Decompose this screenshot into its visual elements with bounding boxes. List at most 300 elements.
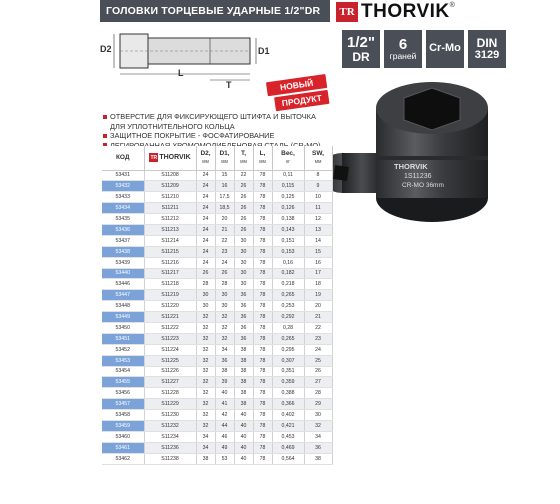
table-header-row (102, 146, 332, 170)
cell-weight: 0,295 (272, 344, 304, 355)
cell-d1: 30 (215, 301, 234, 312)
cell-article: S11236 (144, 442, 196, 453)
cell-d2: 24 (196, 224, 215, 235)
cell-d1: 53 (215, 453, 234, 464)
cell-weight: 0,143 (272, 224, 304, 235)
cell-sw: 11 (304, 203, 332, 214)
spec-badges (342, 30, 506, 68)
cell-sw: 36 (304, 442, 332, 453)
cell-d2: 38 (196, 453, 215, 464)
cell-weight: 0,28 (272, 322, 304, 333)
cell-d2: 30 (196, 301, 215, 312)
cell-d2: 24 (196, 170, 215, 181)
cell-l: 78 (253, 181, 272, 192)
cell-t: 36 (234, 290, 253, 301)
cell-code: 53453 (102, 355, 144, 366)
cell-d2: 24 (196, 257, 215, 268)
header-unit: мм (221, 158, 228, 165)
badge-big: DIN (476, 35, 498, 50)
cell-d1: 23 (215, 246, 234, 257)
header-unit: мм (259, 158, 266, 165)
header-label: T, (240, 149, 247, 157)
cell-code: 53462 (102, 453, 144, 464)
cell-t: 40 (234, 431, 253, 442)
table-row (102, 290, 332, 301)
cell-t: 30 (234, 268, 253, 279)
cell-t: 26 (234, 214, 253, 225)
header-label: SW, (312, 149, 324, 157)
cell-article: S11234 (144, 431, 196, 442)
cell-d1: 24 (215, 257, 234, 268)
cell-l: 78 (253, 268, 272, 279)
cell-d2: 30 (196, 290, 215, 301)
stamp-line-2: ПРОДУКТ (274, 90, 329, 111)
socket-diagram (100, 24, 270, 95)
brand-mark-icon: TR (336, 2, 358, 22)
cell-sw: 16 (304, 257, 332, 268)
cell-d1: 42 (215, 410, 234, 421)
cell-sw: 9 (304, 181, 332, 192)
cell-d2: 32 (196, 355, 215, 366)
header-label: L, (259, 149, 266, 157)
cell-d2: 32 (196, 366, 215, 377)
header-label: Вес, (281, 149, 295, 157)
badge-big: 1/2" (347, 33, 375, 51)
cell-code: 53433 (102, 192, 144, 203)
cell-sw: 17 (304, 268, 332, 279)
table-row (102, 214, 332, 225)
cell-l: 78 (253, 453, 272, 464)
cell-code: 53447 (102, 290, 144, 301)
cell-code: 53459 (102, 420, 144, 431)
cell-article: S11208 (144, 170, 196, 181)
cell-article: S11220 (144, 301, 196, 312)
cell-t: 40 (234, 453, 253, 464)
table-row (102, 312, 332, 323)
cell-weight: 0,218 (272, 279, 304, 290)
cell-l: 78 (253, 301, 272, 312)
cell-sw: 27 (304, 377, 332, 388)
header-d1 (215, 146, 234, 170)
cell-d2: 32 (196, 377, 215, 388)
cell-weight: 0,16 (272, 257, 304, 268)
table-row (102, 301, 332, 312)
cell-l: 78 (253, 377, 272, 388)
cell-article: S11223 (144, 333, 196, 344)
cell-sw: 22 (304, 322, 332, 333)
cell-article: S11218 (144, 279, 196, 290)
cell-d1: 32 (215, 312, 234, 323)
feature-item: ЗАЩИТНОЕ ПОКРЫТИЕ - ФОСФАТИРОВАНИЕ (103, 131, 333, 141)
cell-l: 78 (253, 214, 272, 225)
cell-d2: 32 (196, 410, 215, 421)
cell-code: 53458 (102, 410, 144, 421)
cell-d2: 32 (196, 322, 215, 333)
brand-mark-icon: TR (150, 154, 158, 161)
cell-d2: 32 (196, 333, 215, 344)
badge-drive-size (342, 30, 380, 68)
header-unit: кг (285, 158, 290, 165)
cell-sw: 34 (304, 431, 332, 442)
product-image (312, 78, 552, 233)
cell-d1: 22 (215, 235, 234, 246)
cell-l: 78 (253, 355, 272, 366)
feature-item: ОТВЕРСТИЕ ДЛЯ ФИКСИРУЮЩЕГО ШТИФТА И ВЫТОЧКА ДЛЯ УПЛОТНИТЕЛЬНОГО КОЛЬЦА (103, 112, 333, 131)
cell-t: 40 (234, 410, 253, 421)
cell-article: S11228 (144, 388, 196, 399)
cell-article: S11226 (144, 366, 196, 377)
table-row (102, 355, 332, 366)
cell-code: 53457 (102, 399, 144, 410)
table-row (102, 224, 332, 235)
cell-l: 78 (253, 344, 272, 355)
table-row (102, 399, 332, 410)
product-brand: THORVIK (394, 162, 428, 171)
table-row (102, 442, 332, 453)
table-row (102, 333, 332, 344)
cell-t: 38 (234, 344, 253, 355)
stamp-line-1: НОВЫЙ (266, 74, 327, 96)
cell-weight: 0,351 (272, 366, 304, 377)
cell-d1: 40 (215, 388, 234, 399)
cell-article: S11229 (144, 399, 196, 410)
cell-sw: 10 (304, 192, 332, 203)
cell-d1: 16 (215, 181, 234, 192)
product-material: CR-MO 36mm (402, 182, 444, 189)
cell-sw: 15 (304, 246, 332, 257)
cell-d1: 39 (215, 377, 234, 388)
cell-d2: 24 (196, 235, 215, 246)
cell-sw: 14 (304, 235, 332, 246)
cell-d1: 17,5 (215, 192, 234, 203)
cell-d1: 26 (215, 268, 234, 279)
cell-l: 78 (253, 170, 272, 181)
cell-article: S11232 (144, 420, 196, 431)
cell-code: 53431 (102, 170, 144, 181)
cell-d1: 32 (215, 322, 234, 333)
cell-weight: 0,125 (272, 192, 304, 203)
cell-t: 36 (234, 333, 253, 344)
cell-l: 78 (253, 203, 272, 214)
cell-t: 26 (234, 224, 253, 235)
cell-weight: 0,307 (272, 355, 304, 366)
cell-sw: 24 (304, 344, 332, 355)
cell-d1: 21 (215, 224, 234, 235)
cell-code: 53432 (102, 181, 144, 192)
cell-l: 78 (253, 420, 272, 431)
cell-weight: 0,453 (272, 431, 304, 442)
cell-t: 26 (234, 192, 253, 203)
cell-article: S11216 (144, 257, 196, 268)
cell-weight: 0,182 (272, 268, 304, 279)
cell-t: 38 (234, 399, 253, 410)
cell-code: 53454 (102, 366, 144, 377)
cell-d2: 28 (196, 279, 215, 290)
cell-code: 53461 (102, 442, 144, 453)
cell-weight: 0,115 (272, 181, 304, 192)
cell-article: S11209 (144, 181, 196, 192)
cell-code: 53449 (102, 312, 144, 323)
table-row (102, 279, 332, 290)
table-row (102, 453, 332, 464)
cell-d2: 24 (196, 214, 215, 225)
cell-d2: 34 (196, 442, 215, 453)
cell-weight: 0,126 (272, 203, 304, 214)
cell-weight: 0,138 (272, 214, 304, 225)
table-body (102, 170, 332, 464)
cell-d1: 49 (215, 442, 234, 453)
table-row (102, 246, 332, 257)
cell-code: 53435 (102, 214, 144, 225)
table-row (102, 268, 332, 279)
cell-l: 78 (253, 431, 272, 442)
cell-weight: 0,265 (272, 333, 304, 344)
cell-article: S11224 (144, 344, 196, 355)
cell-code: 53439 (102, 257, 144, 268)
cell-d2: 32 (196, 399, 215, 410)
cell-d1: 38 (215, 366, 234, 377)
cell-weight: 0,253 (272, 301, 304, 312)
header-unit: мм (240, 158, 247, 165)
cell-code: 53436 (102, 224, 144, 235)
cell-article: S11211 (144, 203, 196, 214)
cell-d2: 32 (196, 420, 215, 431)
badge-small: граней (389, 51, 417, 62)
cell-d1: 34 (215, 344, 234, 355)
cell-code: 53437 (102, 235, 144, 246)
cell-t: 36 (234, 322, 253, 333)
cell-t: 30 (234, 279, 253, 290)
spec-table (102, 146, 333, 465)
header-code (102, 146, 144, 170)
cell-article: S11225 (144, 355, 196, 366)
table-row (102, 366, 332, 377)
table-row (102, 410, 332, 421)
cell-t: 36 (234, 312, 253, 323)
cell-l: 78 (253, 257, 272, 268)
cell-t: 38 (234, 388, 253, 399)
cell-l: 78 (253, 235, 272, 246)
cell-sw: 12 (304, 214, 332, 225)
cell-t: 38 (234, 377, 253, 388)
cell-d2: 24 (196, 246, 215, 257)
registered-mark: ® (449, 2, 455, 9)
cell-l: 78 (253, 366, 272, 377)
cell-weight: 0,11 (272, 170, 304, 181)
header-l (253, 146, 272, 170)
cell-article: S11230 (144, 410, 196, 421)
cell-t: 36 (234, 301, 253, 312)
table-row (102, 322, 332, 333)
cell-l: 78 (253, 224, 272, 235)
cell-l: 78 (253, 388, 272, 399)
cell-d1: 44 (215, 420, 234, 431)
cell-weight: 0,564 (272, 453, 304, 464)
header-d2 (196, 146, 215, 170)
cell-t: 38 (234, 355, 253, 366)
header-label: D1, (219, 149, 230, 157)
header-t (234, 146, 253, 170)
cell-weight: 0,402 (272, 410, 304, 421)
table-row (102, 388, 332, 399)
cell-l: 78 (253, 279, 272, 290)
cell-code: 53460 (102, 431, 144, 442)
cell-d2: 34 (196, 431, 215, 442)
label-d1: D1 (258, 46, 270, 56)
cell-t: 38 (234, 366, 253, 377)
cell-article: S11217 (144, 268, 196, 279)
table-row (102, 431, 332, 442)
cell-t: 22 (234, 170, 253, 181)
socket-drawing-icon (100, 24, 265, 90)
cell-weight: 0,292 (272, 312, 304, 323)
cell-sw: 32 (304, 420, 332, 431)
table-row (102, 181, 332, 192)
brand-name: THORVIK (361, 1, 450, 22)
cell-sw: 20 (304, 301, 332, 312)
label-t: T (226, 80, 232, 90)
table-row (102, 203, 332, 214)
cell-d2: 32 (196, 312, 215, 323)
cell-article: S11219 (144, 290, 196, 301)
header-weight (272, 146, 304, 170)
cell-sw: 28 (304, 388, 332, 399)
cell-article: S11210 (144, 192, 196, 203)
cell-code: 53438 (102, 246, 144, 257)
product-code: 1S11236 (404, 173, 432, 180)
label-d2: D2 (100, 44, 112, 54)
cell-code: 53440 (102, 268, 144, 279)
cell-d1: 41 (215, 399, 234, 410)
table-row (102, 257, 332, 268)
cell-d1: 15 (215, 170, 234, 181)
cell-t: 30 (234, 235, 253, 246)
cell-sw: 29 (304, 399, 332, 410)
header-label: КОД (115, 153, 130, 161)
cell-l: 78 (253, 399, 272, 410)
header-unit: мм (314, 158, 322, 165)
cell-l: 78 (253, 312, 272, 323)
table-row (102, 170, 332, 181)
cell-sw: 30 (304, 410, 332, 421)
cell-d2: 32 (196, 388, 215, 399)
cell-l: 78 (253, 290, 272, 301)
cell-weight: 0,153 (272, 246, 304, 257)
cell-t: 26 (234, 203, 253, 214)
badge-big: 6 (398, 35, 408, 53)
cell-weight: 0,421 (272, 420, 304, 431)
brand-logo (336, 1, 455, 23)
cell-l: 78 (253, 333, 272, 344)
cell-sw: 38 (304, 453, 332, 464)
cell-sw: 26 (304, 366, 332, 377)
cell-d1: 30 (215, 290, 234, 301)
cell-l: 78 (253, 442, 272, 453)
cell-weight: 0,469 (272, 442, 304, 453)
table-row (102, 344, 332, 355)
cell-t: 40 (234, 442, 253, 453)
cell-code: 53450 (102, 322, 144, 333)
cell-code: 53456 (102, 388, 144, 399)
cell-sw: 23 (304, 333, 332, 344)
cell-t: 40 (234, 420, 253, 431)
cell-sw: 21 (304, 312, 332, 323)
cell-article: S11238 (144, 453, 196, 464)
cell-d2: 24 (196, 192, 215, 203)
badge-faces (384, 30, 422, 68)
cell-sw: 8 (304, 170, 332, 181)
cell-code: 53446 (102, 279, 144, 290)
table-row (102, 192, 332, 203)
table-row (102, 420, 332, 431)
socket-product-icon (312, 78, 552, 228)
header-sw (304, 146, 332, 170)
cell-d1: 28 (215, 279, 234, 290)
cell-t: 30 (234, 257, 253, 268)
cell-code: 53448 (102, 301, 144, 312)
cell-code: 53451 (102, 333, 144, 344)
cell-weight: 0,388 (272, 388, 304, 399)
cell-d2: 26 (196, 268, 215, 279)
cell-article: S11214 (144, 235, 196, 246)
cell-l: 78 (253, 246, 272, 257)
cell-sw: 18 (304, 279, 332, 290)
cell-t: 26 (234, 181, 253, 192)
cell-code: 53452 (102, 344, 144, 355)
feature-list (103, 112, 333, 150)
table-brand-name: THORVIK (159, 153, 191, 161)
cell-weight: 0,151 (272, 235, 304, 246)
cell-d2: 32 (196, 344, 215, 355)
badge-small: DR (352, 49, 370, 64)
cell-l: 78 (253, 322, 272, 333)
header-unit: мм (202, 158, 209, 165)
header-label: D2, (200, 149, 211, 157)
page-title: ГОЛОВКИ ТОРЦЕВЫЕ УДАРНЫЕ 1/2"DR (100, 0, 330, 22)
cell-code: 53434 (102, 203, 144, 214)
cell-d1: 18,5 (215, 203, 234, 214)
cell-d1: 36 (215, 355, 234, 366)
cell-d1: 20 (215, 214, 234, 225)
cell-l: 78 (253, 192, 272, 203)
cell-article: S11213 (144, 224, 196, 235)
cell-d1: 46 (215, 431, 234, 442)
table-row (102, 377, 332, 388)
cell-article: S11212 (144, 214, 196, 225)
cell-sw: 19 (304, 290, 332, 301)
cell-article: S11221 (144, 312, 196, 323)
cell-article: S11215 (144, 246, 196, 257)
badge-small: 3129 (474, 48, 500, 61)
cell-weight: 0,366 (272, 399, 304, 410)
cell-sw: 13 (304, 224, 332, 235)
table-brand-logo (149, 153, 190, 162)
cell-t: 30 (234, 246, 253, 257)
badge-material (426, 30, 464, 68)
cell-sw: 25 (304, 355, 332, 366)
header-brand (144, 146, 196, 170)
label-l: L (178, 68, 184, 78)
badge-big: Cr-Mo (429, 42, 461, 55)
cell-l: 78 (253, 410, 272, 421)
cell-d2: 24 (196, 203, 215, 214)
cell-d1: 32 (215, 333, 234, 344)
cell-code: 53455 (102, 377, 144, 388)
cell-weight: 0,359 (272, 377, 304, 388)
cell-article: S11222 (144, 322, 196, 333)
cell-article: S11227 (144, 377, 196, 388)
table-row (102, 235, 332, 246)
